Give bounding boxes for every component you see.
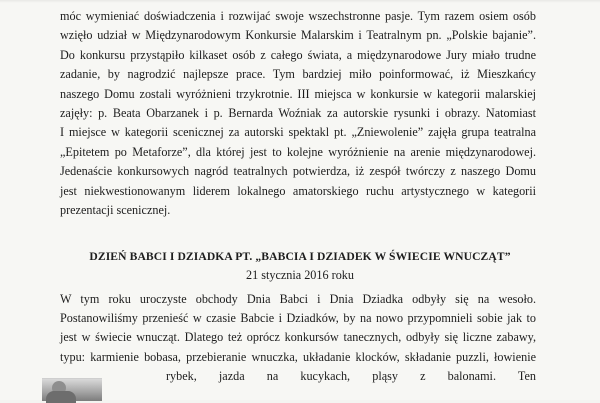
scan-edge: [0, 0, 600, 3]
paragraph-line: wzięło udział w Międzynarodowym Konkursie Malarskim i Teatralnym pn. „Polskie bajanie”.: [60, 28, 536, 42]
paragraph-line: zadanie, by nagrodzić najlepsze prace. Tym bardziej miło poinformować, iż Mieszkańcy: [60, 67, 536, 81]
paragraph-line: I miejsce w kategorii scenicznej za autorski spektakl pt. „Zniewolenie” zajęła grupa teatralna: [60, 125, 536, 139]
paragraph-line: W tym roku uroczyste obchody Dnia Babci i Dnia Dziadka odbyły się na wesoło.: [60, 292, 536, 306]
paragraph-line: jest niekwestionowanym liderem lokalnego amatorskiego ruchu artystycznego w kategorii: [60, 184, 536, 198]
paragraph-line: móc wymieniać doświadczenia i rozwijać swoje wszechstronne pasje. Tym razem osiem osób: [60, 9, 536, 23]
event-photo: [42, 378, 102, 401]
paragraph-line: Do konkursu przystąpiło kilkaset osób z całego świata, a międzynarodowe Jury miało trudne: [60, 48, 536, 62]
paragraph-line: naszego Domu zostali wyróżnieni trzykrotnie. III miejsca w konkursie w kategorii malarskiej: [60, 87, 536, 101]
paragraph-line: „Epitetem po Metaforze”, dla której jest to kolejne wyróżnienie na arenie międzynarodowej.: [60, 145, 536, 159]
paragraph-line: Jedenaście konkursowych nagród teatralnych potwierdza, iż zespół twórczy z naszego Domu: [60, 164, 536, 178]
photo-person-body: [46, 391, 76, 403]
paragraph-line: prezentacji scenicznej.: [60, 203, 171, 217]
paragraph-line: rybek, jazda na kucykach, pląsy z balonami. Ten: [166, 369, 536, 383]
paragraph-line: zajęły: p. Beata Obarzanek i p. Bernarda Woźniak za autorskie rysunki i obrazy. Natomiast: [60, 106, 536, 120]
paragraph-line: Postanowiliśmy przenieść w czasie Babcie i Dziadków, by na nowo przypomnieli sobie jak to: [60, 311, 536, 325]
section-date: 21 stycznia 2016 roku: [246, 268, 354, 282]
section-heading: DZIEŃ BABCI I DZIADKA PT. „BABCIA I DZIADEK W ŚWIECIE WNUCZĄT”: [89, 250, 511, 263]
paragraph-line: jest w świecie wnucząt. Dlatego też oprócz konkursów tanecznych, odbyły się liczne zabawy,: [60, 330, 536, 344]
paragraph-line: typu: karmienie bobasa, przebieranie wnuczka, układanie klocków, składanie puzzli, łowienie: [60, 350, 536, 364]
